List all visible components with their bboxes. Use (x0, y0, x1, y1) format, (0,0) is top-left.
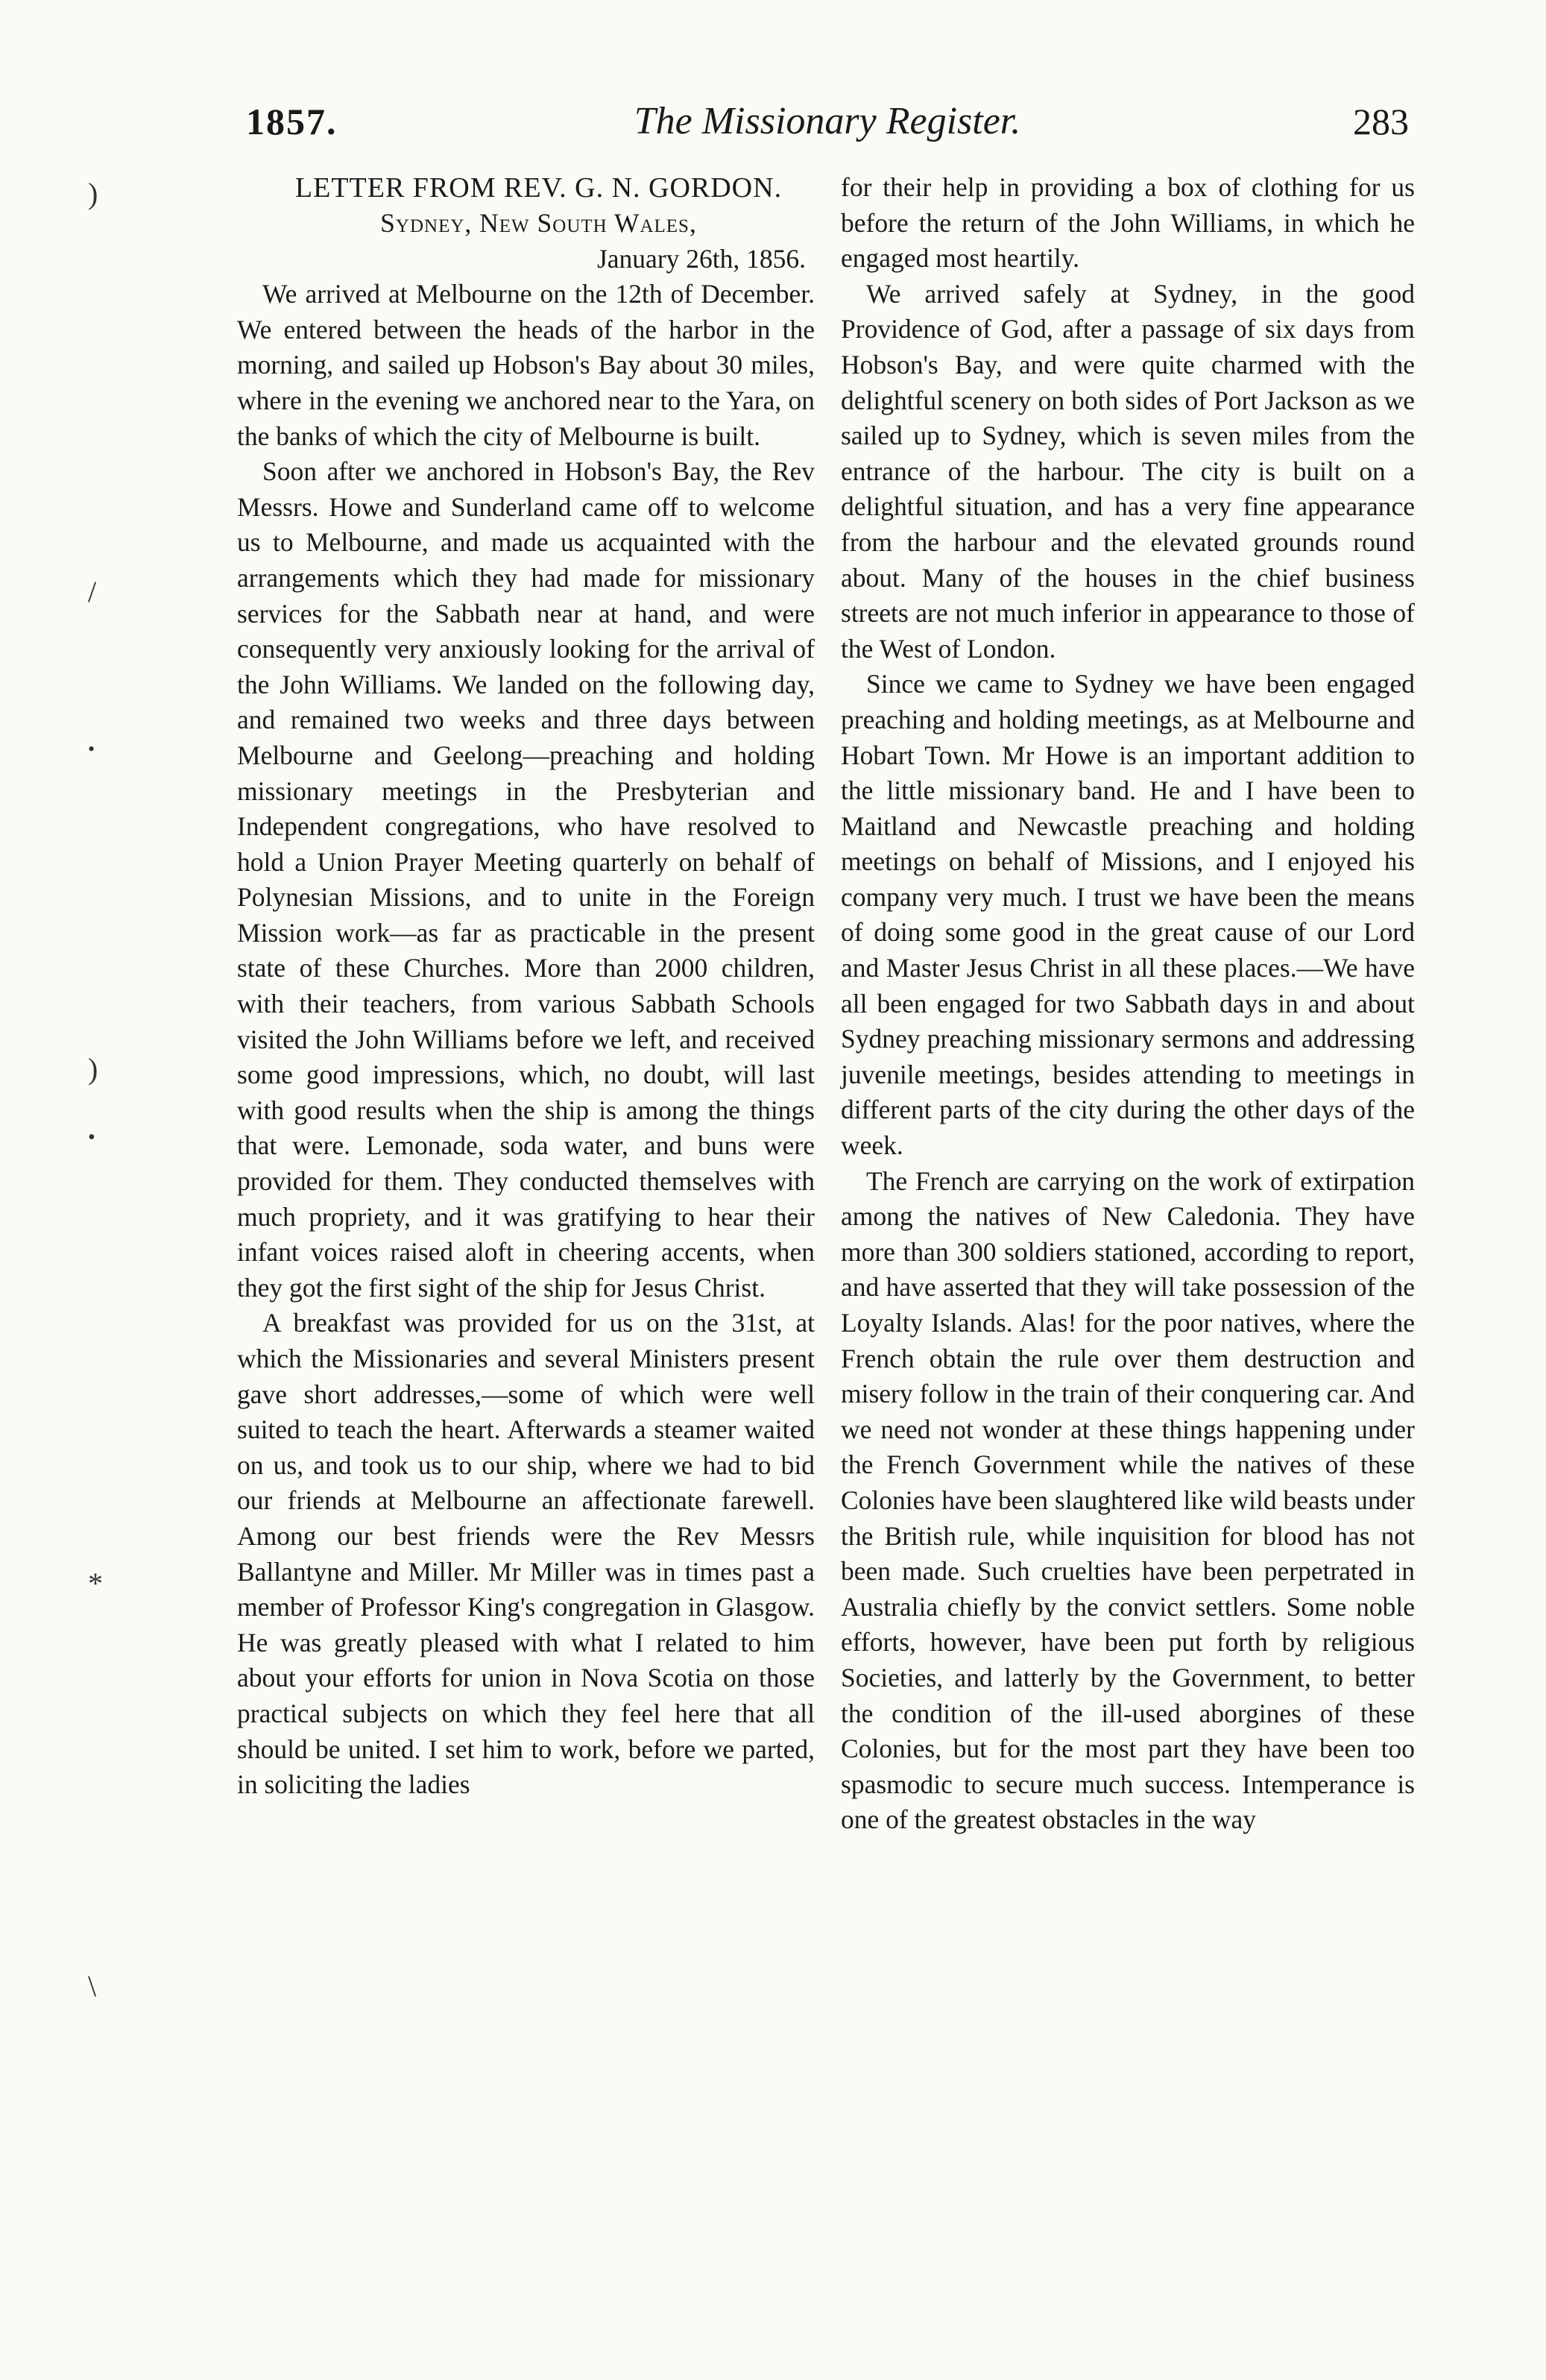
article-title: LETTER FROM REV. G. N. GORDON. (294, 172, 783, 204)
margin-mark: \ (88, 1969, 97, 2003)
paragraph: We arrived safely at Sydney, in the good Providence of God, after a passage of six days from Hobson's Bay, and were quite charmed with the delightful scenery on both sides of Port Jackson as we sailed up to Sydney, which is seven miles from the entrance of the harbour. The city is built on a delightful situation, and has a very fine appearance from the harbour and the elevated grounds round about. Many of the houses in the chief business streets are not much inferior in appearance to those of the West of London. (841, 278, 1415, 664)
paragraph: Soon after we anchored in Hobson's Bay, the Rev Messrs. Howe and Sunderland came off to welcome us to Melbourne, and made us acquainted with the arrangements which they had made for missionary services for the Sabbath near at hand, and were consequently very anxiously looking for the arrival of the John Williams. We landed on the following day, and remained two weeks and three days between Melbourne and Geelong—preaching and holding missionary meetings in the Presbyterian and Independent congregations, who have resolved to hold a Union Prayer Meeting quarterly on behalf of Polynesian Missions, and to unite in the Foreign Mission work—as far as practicable in the present state of these Churches. More than 2000 children, with their teachers, from various Sabbath Schools visited the John Williams before we left, and received some good impressions, which, no doubt, will last with good results when the ship is among the things that were. Lemonade, soda water, and buns were provided for them. They conducted themselves with much propriety, and it was gratifying to hear their infant voices raised aloft in cheering accents, when they got the first sight of the ship for Jesus Christ. (237, 456, 815, 1303)
paragraph: We arrived at Melbourne on the 12th of December. We entered between the heads of the harbor in the morning, and sailed up Hobson's Bay about 30 miles, where in the evening we anchored near to the Yara, on the banks of which the city of Melbourne is built. (237, 279, 815, 451)
margin-mark: • (88, 1126, 95, 1149)
margin-mark: • (88, 738, 95, 760)
paragraph: A breakfast was provided for us on the 31st, at which the Missionaries and several Ministers present gave short addresses,—some of which were well suited to teach the heart. Afterwards a steamer waited on us, and took us to our ship, where we had to bid our friends at Melbourne an affectionate farewell. Among our best friends were the Rev Messrs Ballantyne and Miller. Mr Miller was in times past a member of Professor King's congregation in Glasgow. He was greatly pleased with what I related to him about your efforts for union in Nova Scotia on those practical subjects on which they feel here that all should be united. I set him to work, before we parted, in soliciting the ladies (237, 1308, 815, 1800)
running-head (246, 95, 1409, 148)
paragraph-continued: for their help in providing a box of clothing for us before the return of the John Williams, in which he engaged most heartily. (841, 172, 1415, 274)
margin-mark: ) (88, 177, 98, 210)
margin-mark: ) (88, 1052, 98, 1086)
dateline-date: January 26th, 1856. (596, 243, 806, 274)
left-column (237, 170, 815, 1803)
right-column (841, 170, 1415, 1838)
page-number: 283 (1353, 101, 1409, 142)
running-head-title: The Missionary Register. (634, 100, 1021, 142)
paragraph: The French are carrying on the work of extirpation among the natives of New Caledonia. They have more than 300 soldiers stationed, according to report, and have asserted that they will take possession of the Loyalty Islands. Alas! for the poor natives, where the French obtain the rule over them destruction and misery follow in the train of their conquering car. And we need not wonder at these things happening under the French Government while the natives of these Colonies have been slaughtered like wild beasts under the British rule, while inquisition for blood has not been made. Such cruelties have been perpetrated in Australia chiefly by the convict settlers. Some noble efforts, however, have been put forth by religious Societies, and latterly by the Government, to better the condition of the ill-used aborgines of these Colonies, but for the most part they have been too spasmodic to secure much success. Intemperance is one of the greatest obstacles in the way (841, 1165, 1415, 1835)
margin-mark: * (88, 1567, 103, 1600)
dateline-place: Sydney, New South Wales, (380, 208, 697, 238)
paragraph: Since we came to Sydney we have been engaged preaching and holding meetings, as at Melbourne and Hobart Town. Mr Howe is an important addition to the little missionary band. He and I have been to Maitland and Newcastle preaching and holding meetings on behalf of Missions, and I enjoyed his company very much. I trust we have been the means of doing some good in the great cause of our Lord and Master Jesus Christ in all these places.—We have all been engaged for two Sabbath days in and about Sydney preaching missionary sermons and addressing juvenile meetings, besides attending to meetings in different parts of the city during the other days of the week. (841, 669, 1415, 1161)
margin-mark: / (88, 575, 97, 608)
running-head-year: 1857. (246, 101, 338, 142)
